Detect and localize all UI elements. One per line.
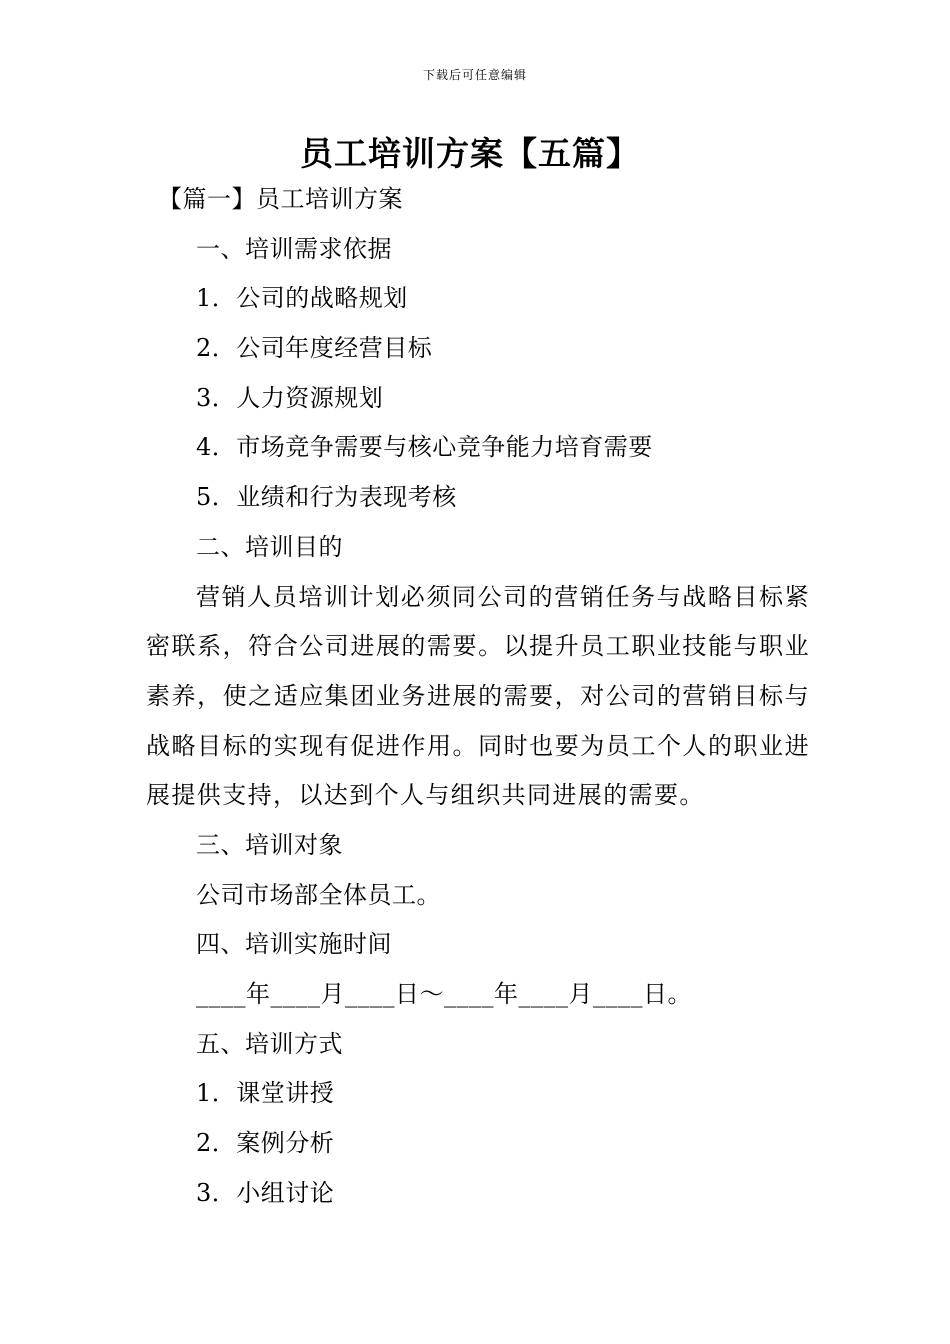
list-item: 3．小组讨论 [196,1178,335,1207]
heading-training-basis: 一、培训需求依据 [196,234,392,263]
document-body [146,175,810,1219]
list-item: 4．市场竞争需要与核心竞争能力培育需要 [196,433,653,462]
list-item: 1．课堂讲授 [196,1079,335,1108]
list-item: 2．公司年度经营目标 [196,334,433,363]
document-title: 员工培训方案【五篇】 [300,134,640,173]
heading-training-target: 三、培训对象 [196,831,343,860]
section-heading: 【篇一】员工培训方案 [158,185,403,213]
list-item: 2．案例分析 [196,1129,335,1158]
list-item: 3．人力资源规划 [196,383,384,412]
list-item: 5．业绩和行为表现考核 [196,483,457,512]
date-range-blank: ____年____月____日～____年____月____日。 [196,980,692,1009]
purpose-paragraph: 营销人员培训计划必须同公司的营销任务与战略目标紧密联系，符合公司进展的需要。以提升员工职业技能与职业素养，使之适应集团业务进展的需要，对公司的营销目标与战略目标的实现有促进作用。同时也要为员工个人的职业进展提供支持，以达到个人与组织共同进展的需要。 [146,582,810,810]
heading-training-purpose: 二、培训目的 [196,532,343,561]
list-item: 1．公司的战略规划 [196,284,408,313]
heading-training-time: 四、培训实施时间 [196,930,392,959]
target-text: 公司市场部全体员工。 [196,880,441,909]
heading-training-method: 五、培训方式 [196,1029,343,1058]
header-note: 下载后可任意编辑 [422,68,527,82]
